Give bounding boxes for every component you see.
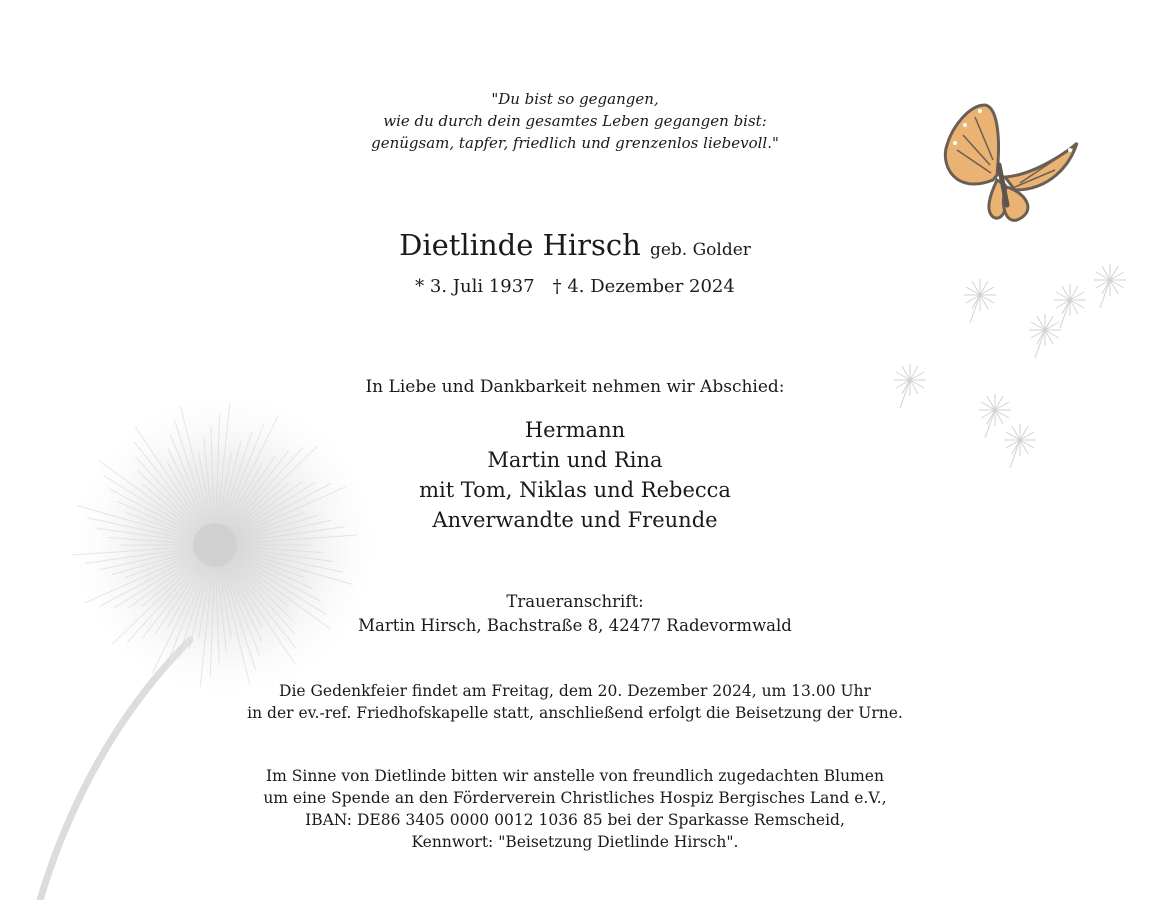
quote-line: "Du bist so gegangen,	[491, 90, 659, 108]
ceremony-line: in der ev.-ref. Friedhofskapelle statt, anschließend erfolgt die Beisetzung der Urne.	[247, 704, 903, 722]
donation-line: um eine Spende an den Förderverein Christliches Hospiz Bergisches Land e.V.,	[263, 789, 887, 807]
deceased-name: Dietlinde Hirsch	[399, 228, 641, 262]
address-line: Martin Hirsch, Bachstraße 8, 42477 Radevormwald	[358, 616, 792, 635]
mourner: Anverwandte und Freunde	[432, 508, 718, 532]
mourner: Hermann	[524, 418, 626, 442]
quote-line: genügsam, tapfer, friedlich und grenzenlos liebevoll."	[371, 134, 779, 152]
mourners-list	[0, 415, 1150, 535]
mourner: Martin und Rina	[487, 448, 663, 472]
death-date: † 4. Dezember 2024	[552, 276, 735, 297]
deceased-name-line	[0, 228, 1150, 262]
donation-line: Im Sinne von Dietlinde bitten wir anstelle von freundlich zugedachten Blumen	[266, 767, 884, 785]
donation-line: IBAN: DE86 3405 0000 0012 1036 85 bei der Sparkasse Remscheid,	[305, 811, 845, 829]
donation-notice	[0, 765, 1150, 853]
birth-date: * 3. Juli 1937	[415, 276, 535, 297]
maiden-name: geb. Golder	[649, 240, 751, 260]
quote-line: wie du durch dein gesamtes Leben gegangen bist:	[383, 112, 767, 130]
mourner: mit Tom, Niklas und Rebecca	[419, 478, 731, 502]
life-dates	[0, 276, 1150, 297]
ceremony-line: Die Gedenkfeier findet am Freitag, dem 20. Dezember 2024, um 13.00 Uhr	[279, 682, 871, 700]
mourning-address	[0, 590, 1150, 638]
donation-line: Kennwort: "Beisetzung Dietlinde Hirsch".	[411, 833, 739, 851]
address-label: Traueranschrift:	[506, 592, 644, 611]
ceremony-notice	[0, 680, 1150, 724]
epigraph-quote	[0, 88, 1150, 154]
farewell-intro: In Liebe und Dankbarkeit nehmen wir Abschied:	[365, 377, 785, 397]
